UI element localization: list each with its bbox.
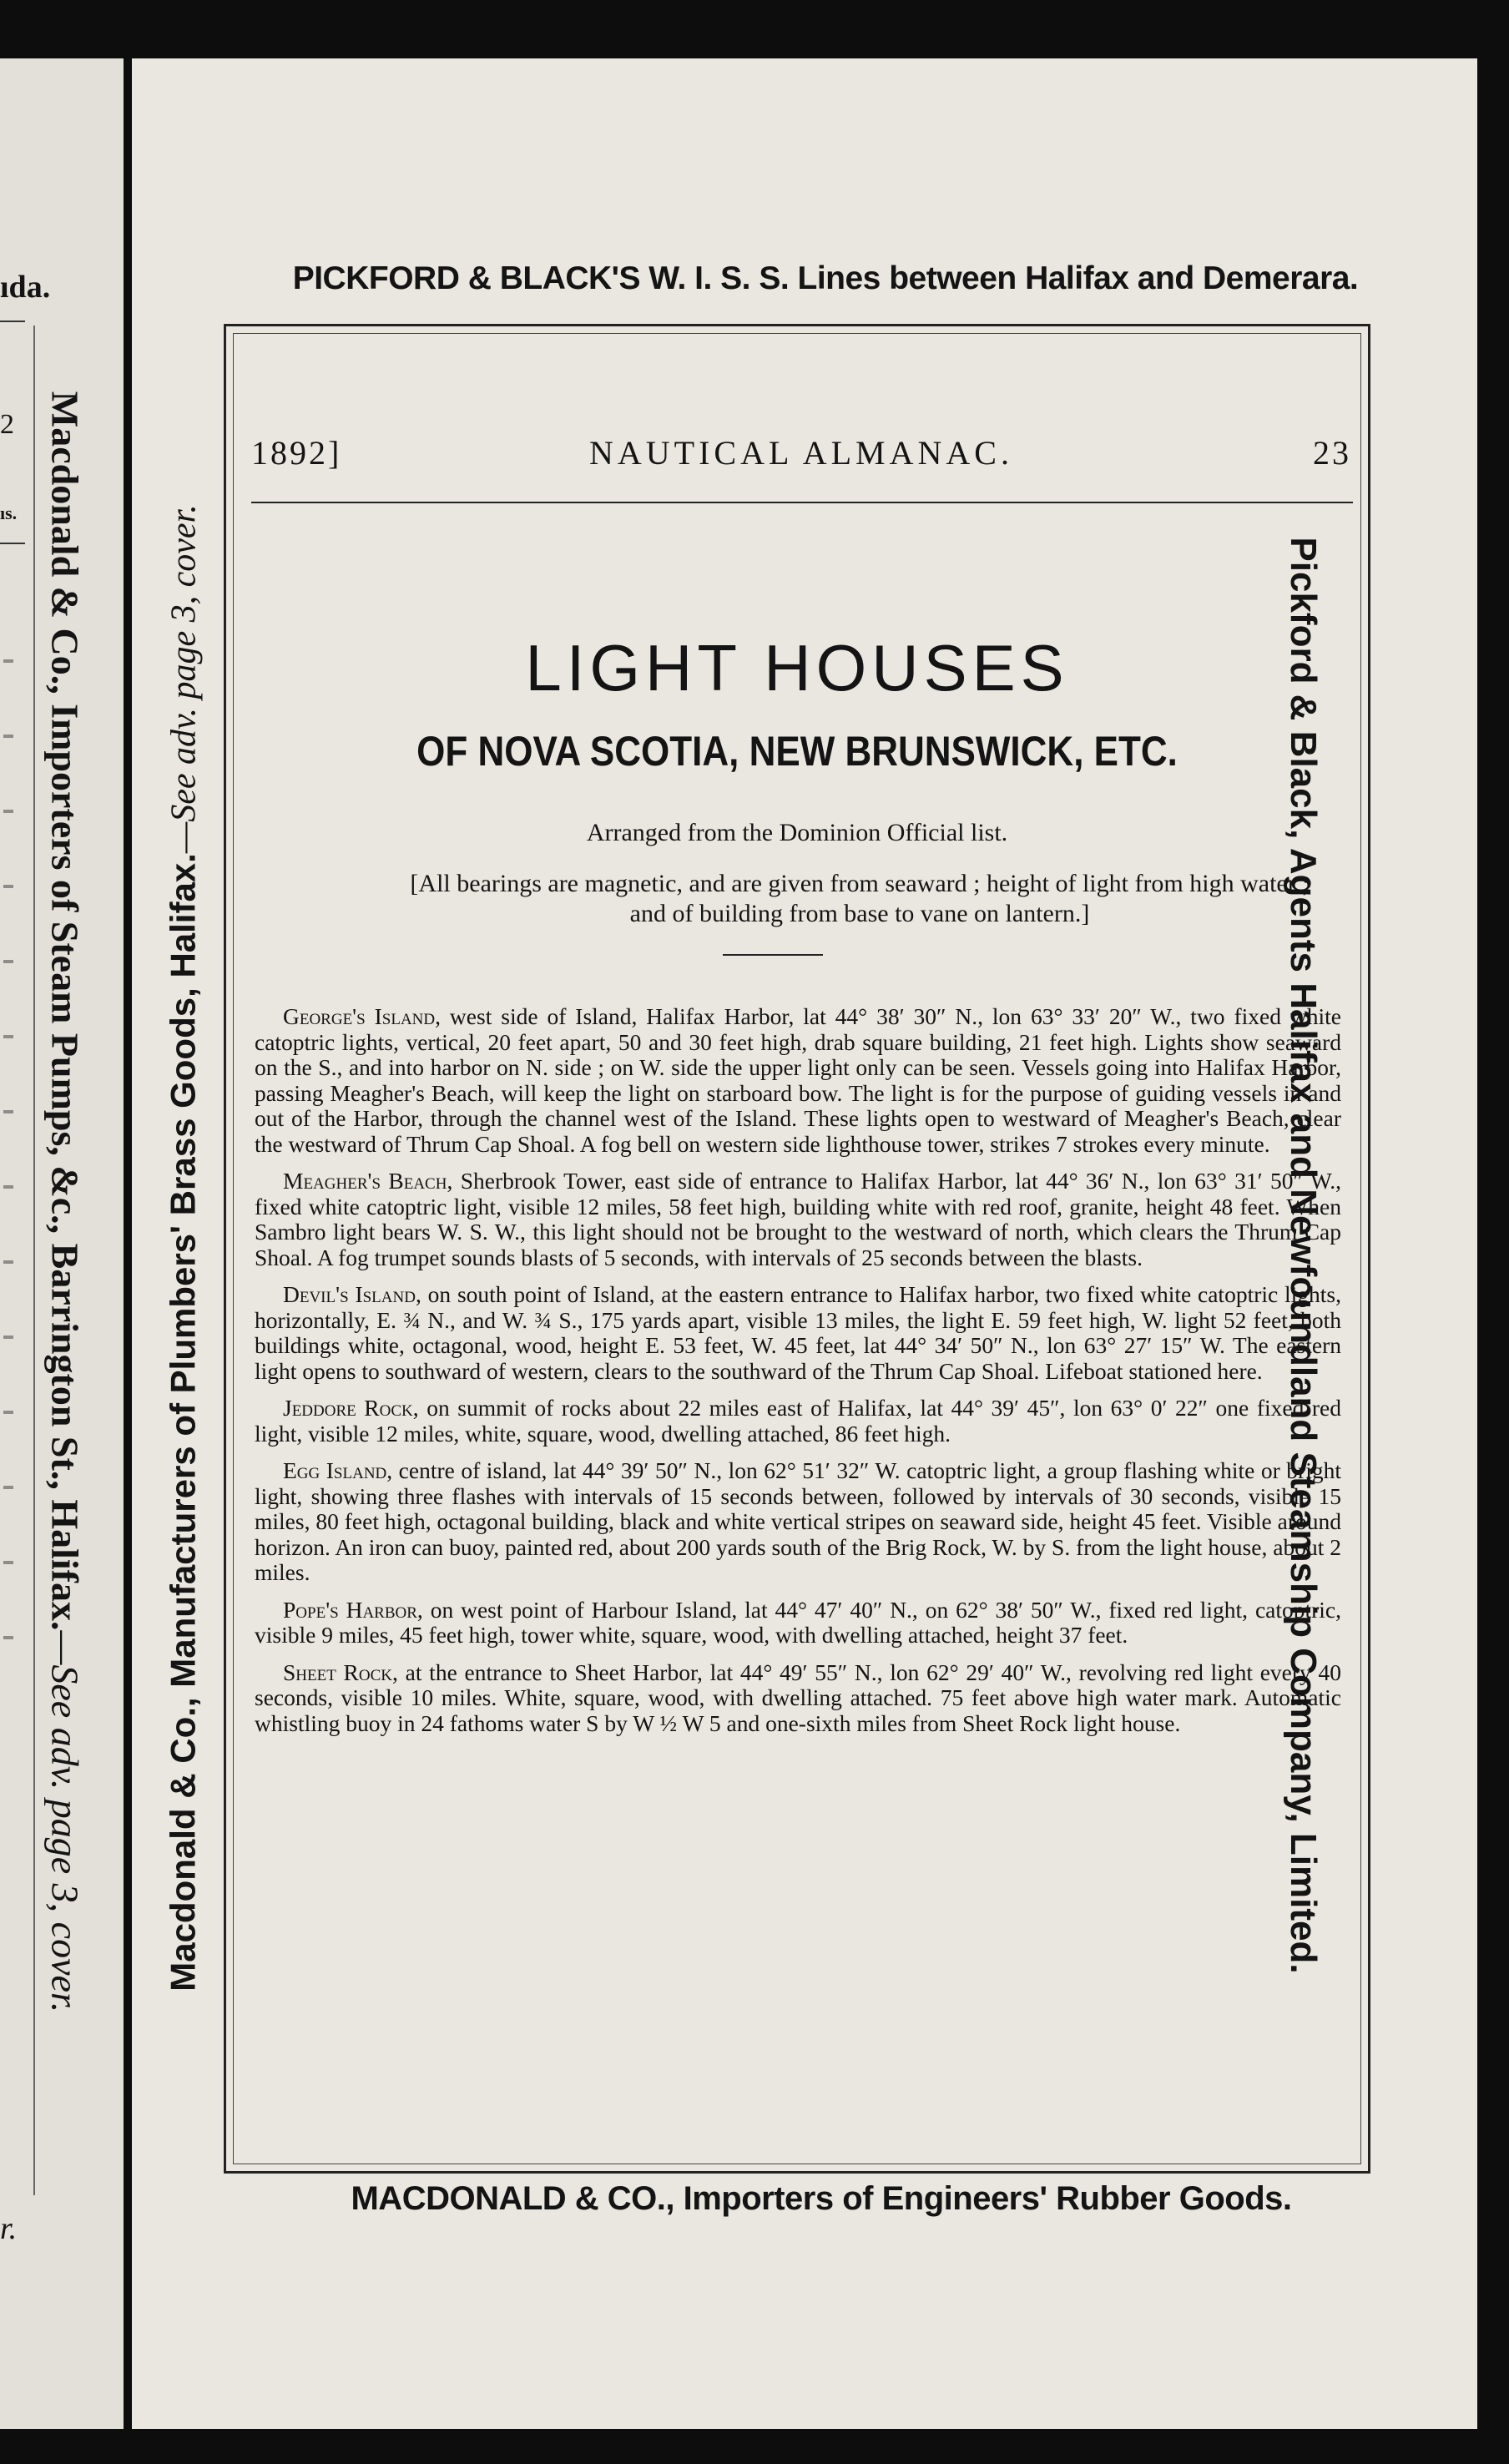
lighthouse-entry — [255, 1169, 1341, 1270]
prev-page-frame-line — [33, 326, 35, 2195]
lighthouse-entries — [255, 1004, 1341, 1748]
lighthouse-description: centre of island, lat 44° 39′ 50″ N., lon 62° 51′ 32″ W. catoptric light, a group flashing white or bright light, showing three flashes with intervals of 15 seconds between, followed by intervals of 30 seconds, visible 15 miles, 80 feet high, octagonal building, black and white vertical stripes on seaward side, height 45 feet. Visible around horizon. An iron can buoy, painted red, about 200 yards south of the Brig Rock, W. by S. from the light house, about 2 miles. — [255, 1457, 1341, 1585]
lighthouse-entry — [255, 1598, 1341, 1649]
almanac-page — [132, 58, 1477, 2429]
lighthouse-name: Meagher's Beach, — [283, 1168, 453, 1194]
prev-page-rule — [0, 543, 25, 544]
section-divider — [723, 954, 823, 956]
lighthouse-name: Egg Island, — [283, 1457, 393, 1483]
lighthouse-entry — [255, 1396, 1341, 1447]
header-title: NAUTICAL ALMANAC. — [589, 434, 1013, 472]
prev-page-fragment-small: ıs. — [0, 502, 18, 523]
running-header — [251, 433, 1351, 483]
prev-page-leader-dots — [3, 609, 13, 1694]
bottom-banner: MACDONALD & CO., Importers of Engineers' Rubber Goods. — [351, 2180, 1292, 2217]
page-frame — [224, 324, 1370, 2174]
lighthouse-entry — [255, 1004, 1341, 1157]
prev-page-fragment-top: ıda. — [0, 270, 51, 305]
header-year: 1892] — [251, 434, 342, 472]
left-margin-ad-ref: —See adv. page 3, cover. — [164, 504, 204, 854]
prev-page-fragment-bottom: r. — [0, 2211, 18, 2246]
previous-page-edge — [0, 58, 124, 2429]
top-banner: PICKFORD & BLACK'S W. I. S. S. Lines between Halifax and Demerara. — [292, 260, 1359, 296]
right-margin-ad: Pickford & Black, Agents Halifax and Newfoundland Steamship Company, Limited. — [1283, 537, 1324, 1974]
lighthouse-description: on south point of Island, at the eastern entrance to Halifax harbor, two fixed white catoptric lights, horizontally, E. ¾ N., and W. ¾ S., 175 yards apart, visible 13 miles, the light E. 59 feet high, W. light 52 feet, both buildings white, octagonal, wood, height E. 53 feet, W. 45 feet, lat 44° 34′ 50″ N., lon 63° 27′ 15″ W. The eastern light opens to southward of western, clears to the southward of the Thrum Cap Shoal. Lifeboat stationed here. — [255, 1281, 1342, 1384]
lighthouse-description: west side of Island, Halifax Harbor, lat 44° 38′ 30″ N., lon 63° 33′ 20″ W., two fixed white catoptric lights, vertical, 20 feet apart, 50 and 30 feet high, drab square building, 21 feet high. Lights show seaward on the S., and into harbor on N. side ; on W. side the upper light only can be seen. Vessels going into Halifax Harbor, passing Meagher's Beach, will keep the light on starboard bow. The light is for the purpose of guiding vessels in and out of the Harbor, through the channel west of the Island. These lights open to westward of Meagher's Beach, clear the westward of Thrum Cap Shoal. A fog bell on western side lighthouse tower, strikes 7 strokes every minute. — [255, 1003, 1342, 1157]
lighthouse-name: George's Island, — [283, 1003, 441, 1029]
lighthouse-description: on west point of Harbour Island, lat 44° 47′ 40″ N., on 62° 38′ 50″ W., fixed red light, catoptric, visible 9 miles, 45 feet high, tower white, square, wood, with dwelling attached, height 37 feet. — [255, 1596, 1342, 1648]
prev-page-vertical-ad-text: Macdonald & Co., Importers of Steam Pumps, &c., Barrington St., Halifax. — [43, 391, 87, 1631]
lighthouse-description: Sherbrook Tower, east side of entrance to Halifax Harbor, lat 44° 36′ N., lon 63° 31′ 50″ W., fixed white catoptric light, visible 12 miles, 58 feet high, building white with red roof, granite, height 48 feet. When Sambro light bears W. S. W., this light should not be brought to the westward of north, which clears the Thrum Cap Shoal. A fog trumpet sounds blasts of 5 seconds, with intervals of 25 seconds between the blasts. — [255, 1168, 1342, 1270]
prev-page-rule — [0, 321, 25, 322]
left-margin-ad-text: Macdonald & Co., Manufacturers of Plumbers' Brass Goods, Halifax. — [163, 853, 203, 1992]
lighthouse-entry — [255, 1458, 1341, 1586]
lighthouse-description: at the entrance to Sheet Harbor, lat 44° 49′ 55″ N., lon 62° 29′ 40″ W., revolving red light every 40 seconds, visible 10 miles. White, square, wood, with dwelling attached. 75 feet above high water mark. Automatic whistling buoy in 24 fathoms water S by W ½ W 5 and one-sixth miles from Sheet Rock light house. — [255, 1659, 1341, 1736]
lighthouse-name: Sheet Rock, — [283, 1659, 398, 1685]
lighthouse-name: Jeddore Rock, — [283, 1395, 419, 1421]
page-title: LIGHT HOUSES — [525, 631, 1069, 704]
bearings-note: [All bearings are magnetic, and are given from seaward ; height of light from high water ; and of building from base to vane on lantern.] — [410, 870, 1310, 927]
lighthouse-entry — [255, 1660, 1341, 1737]
prev-page-fragment-num: 2 — [0, 409, 14, 440]
lighthouse-description: on summit of rocks about 22 miles east of Halifax, lat 44° 39′ 45″, lon 63° 0′ 22″ one fixed red light, visible 12 miles, white, square, wood, dwelling attached, 86 feet high. — [255, 1395, 1341, 1447]
prev-page-vertical-ad-ref: —See adv. page 3, cover. — [43, 1630, 87, 2013]
left-margin-ad — [164, 504, 204, 1992]
page-subtitle: OF NOVA SCOTIA, NEW BRUNSWICK, ETC. — [416, 728, 1178, 775]
prev-page-vertical-ad — [43, 391, 88, 2012]
lighthouse-name: Pope's Harbor, — [283, 1596, 423, 1623]
page-number: 23 — [1313, 434, 1351, 472]
lighthouse-name: Devil's Island, — [283, 1281, 421, 1307]
lighthouse-entry — [255, 1282, 1341, 1384]
header-rule — [251, 502, 1353, 503]
source-note: Arranged from the Dominion Official list. — [586, 819, 1008, 846]
